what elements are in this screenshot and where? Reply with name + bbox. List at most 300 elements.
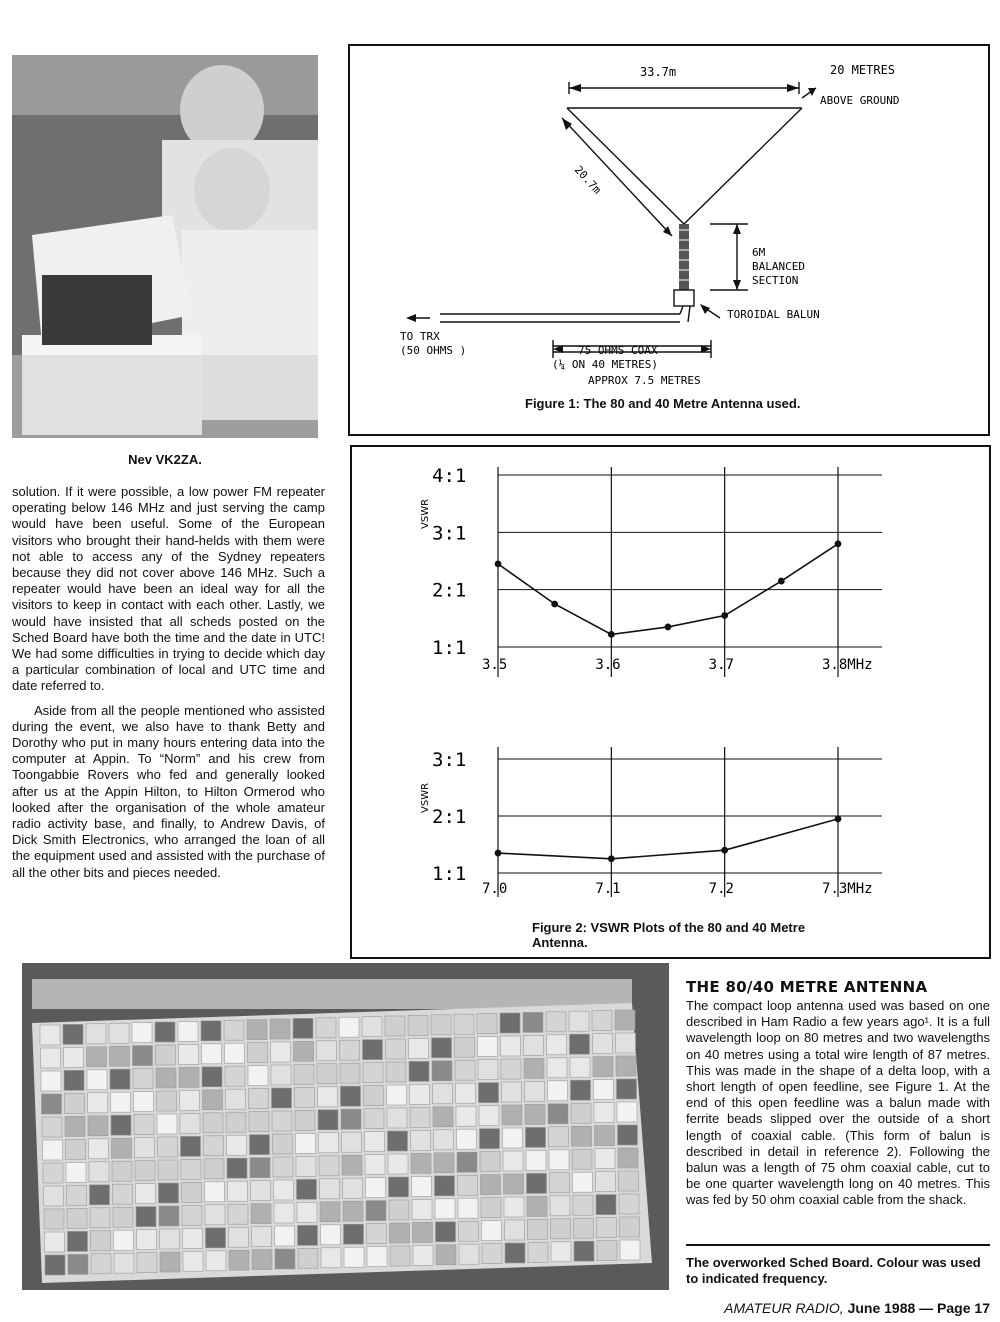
board-card [227, 1158, 247, 1178]
board-card [178, 1021, 198, 1041]
board-card [274, 1203, 294, 1223]
board-card [366, 1201, 386, 1221]
board-card [366, 1178, 386, 1198]
board-card [318, 1110, 338, 1130]
board-card [411, 1130, 431, 1150]
board-card [86, 1024, 106, 1044]
board-card [389, 1200, 409, 1220]
board-card [137, 1230, 157, 1250]
board-card [43, 1163, 63, 1183]
vswr-data-point [721, 847, 728, 854]
board-card [482, 1244, 502, 1264]
balanced-label-2: BALANCED [752, 260, 805, 273]
board-card [183, 1228, 203, 1248]
board-card [205, 1182, 225, 1202]
board-card [363, 1063, 383, 1083]
board-card [571, 1103, 591, 1123]
vswr-series-line [498, 544, 838, 635]
board-card [249, 1112, 269, 1132]
board-card [321, 1248, 341, 1268]
board-card [89, 1139, 109, 1159]
board-card [343, 1178, 363, 1198]
balanced-label-3: SECTION [752, 274, 799, 287]
board-card [481, 1175, 501, 1195]
photo-nev-illustration [12, 55, 318, 438]
board-card [91, 1231, 111, 1251]
figure1-antenna-diagram [350, 46, 988, 434]
board-card [275, 1226, 295, 1246]
board-card [251, 1204, 271, 1224]
board-card [272, 1111, 292, 1131]
board-card [133, 1069, 153, 1089]
board-card [342, 1155, 362, 1175]
board-card [571, 1080, 591, 1100]
board-card [111, 1115, 131, 1135]
vswr-data-point [495, 560, 502, 567]
board-card [412, 1176, 432, 1196]
top-length-label: 33.7m [640, 65, 677, 79]
board-card [527, 1173, 547, 1193]
board-card [272, 1088, 292, 1108]
board-card [617, 1079, 637, 1099]
board-card [320, 1202, 340, 1222]
board-card [574, 1218, 594, 1238]
board-card [482, 1221, 502, 1241]
board-card [228, 1181, 248, 1201]
board-card [389, 1177, 409, 1197]
board-card [252, 1227, 272, 1247]
board-card [501, 1059, 521, 1079]
balun-box [674, 290, 694, 306]
board-card [155, 1022, 175, 1042]
board-card [619, 1194, 639, 1214]
board-card [275, 1249, 295, 1269]
board-card [433, 1084, 453, 1104]
board-card [63, 1024, 83, 1044]
board-card [250, 1158, 270, 1178]
board-card [573, 1172, 593, 1192]
coax-label-1: 75 OHMS COAX [578, 344, 658, 357]
board-card [113, 1207, 133, 1227]
board-card [273, 1157, 293, 1177]
board-card [66, 1162, 86, 1182]
figure2-caption: Figure 2: VSWR Plots of the 80 and 40 Metre Antenna. [532, 920, 806, 950]
board-card [89, 1162, 109, 1182]
board-card [526, 1150, 546, 1170]
board-card [66, 1139, 86, 1159]
board-card [112, 1138, 132, 1158]
x-tick-label: 3.7 [708, 657, 734, 673]
board-card [340, 1063, 360, 1083]
board-card [134, 1115, 154, 1135]
board-card [158, 1160, 178, 1180]
board-card [110, 1046, 130, 1066]
board-card [549, 1127, 569, 1147]
board-card [596, 1172, 616, 1192]
board-card [478, 1060, 498, 1080]
board-card [252, 1250, 272, 1270]
board-card [229, 1250, 249, 1270]
coax-label-3: APPROX 7.5 METRES [588, 374, 701, 387]
board-card [548, 1104, 568, 1124]
board-card [227, 1135, 247, 1155]
y-axis-label: VSWR [420, 498, 431, 529]
board-card [111, 1092, 131, 1112]
board-card [180, 1113, 200, 1133]
vswr-data-point [835, 815, 842, 822]
board-card [294, 1064, 314, 1084]
board-card [592, 1011, 612, 1031]
board-card [225, 1066, 245, 1086]
x-tick-label: 3.5 [482, 657, 508, 673]
board-card [226, 1112, 246, 1132]
board-card [183, 1251, 203, 1271]
board-card [201, 1021, 221, 1041]
board-card [479, 1083, 499, 1103]
board-card [273, 1134, 293, 1154]
board-card [365, 1132, 385, 1152]
board-card [502, 1082, 522, 1102]
board-card [413, 1222, 433, 1242]
board-card [297, 1179, 317, 1199]
board-card [64, 1047, 84, 1067]
board-card [569, 1011, 589, 1031]
board-card [204, 1136, 224, 1156]
board-card [179, 1044, 199, 1064]
board-card [274, 1180, 294, 1200]
board-card [87, 1047, 107, 1067]
board-card [595, 1149, 615, 1169]
board-card [365, 1155, 385, 1175]
board-card [226, 1089, 246, 1109]
board-card [410, 1084, 430, 1104]
board-card [574, 1241, 594, 1261]
board-card [296, 1156, 316, 1176]
board-card [248, 1043, 268, 1063]
photo-nev-vk2za [12, 55, 318, 438]
y-tick-label: 3:1 [432, 749, 467, 771]
board-card [479, 1106, 499, 1126]
x-tick-label: 7.2 [708, 881, 734, 897]
sched-board-illustration [22, 963, 669, 1290]
board-card [409, 1061, 429, 1081]
vswr-data-point [608, 631, 615, 638]
board-card [64, 1070, 84, 1090]
board-card [572, 1149, 592, 1169]
board-card [40, 1025, 60, 1045]
height-label-2: ABOVE GROUND [820, 94, 900, 107]
left-column-text [12, 484, 325, 889]
board-card [386, 1039, 406, 1059]
board-card [43, 1140, 63, 1160]
board-card [573, 1195, 593, 1215]
board-card [181, 1136, 201, 1156]
board-card [319, 1156, 339, 1176]
board-card [480, 1129, 500, 1149]
board-card [44, 1186, 64, 1206]
board-card [595, 1126, 615, 1146]
board-card [436, 1245, 456, 1265]
board-card [68, 1231, 88, 1251]
board-card [433, 1107, 453, 1127]
paragraph: solution. If it were possible, a low power FM repeater operating below 146 MHz and just serving the camp would have been useful. Some of the European visitors who brought their hand-helds with them were not able to access any of the Sydney repeaters because they did not cover above 146 MHz. Such a repeater would have been an ideal way for all the visitors to keep in contact with each other. Lastly, we would have insisted that all scheds posted on the Sched Board have both the time and the date in UTC! We had some difficulties in trying to decide which day a particular combination of local and UTC time and date referred to. [12, 484, 325, 694]
footer-publication: AMATEUR RADIO, [724, 1300, 844, 1316]
y-tick-label: 4:1 [432, 465, 467, 487]
board-card [410, 1107, 430, 1127]
vswr-data-point [778, 578, 785, 585]
board-card [87, 1070, 107, 1090]
board-card [136, 1207, 156, 1227]
y-axis-label: VSWR [420, 782, 431, 813]
board-card [524, 1058, 544, 1078]
board-card [271, 1042, 291, 1062]
board-card [412, 1199, 432, 1219]
board-card [503, 1151, 523, 1171]
board-card [570, 1034, 590, 1054]
board-card [572, 1126, 592, 1146]
board-card [134, 1092, 154, 1112]
board-card [364, 1109, 384, 1129]
balun-label: TOROIDAL BALUN [727, 308, 820, 321]
board-card [45, 1255, 65, 1275]
board-card [528, 1242, 548, 1262]
height-label-1: 20 METRES [830, 63, 896, 77]
y-tick-label: 3:1 [432, 522, 467, 545]
board-card [249, 1089, 269, 1109]
board-card [270, 1019, 290, 1039]
board-card [385, 1016, 405, 1036]
board-card [457, 1129, 477, 1149]
board-card [228, 1204, 248, 1224]
board-card [65, 1116, 85, 1136]
board-card [390, 1223, 410, 1243]
board-card [434, 1130, 454, 1150]
board-card [206, 1251, 226, 1271]
board-card [547, 1035, 567, 1055]
board-card [570, 1057, 590, 1077]
board-card [132, 1023, 152, 1043]
x-tick-label: 3.6 [595, 657, 621, 673]
article-body: The compact loop antenna used was based on one described in Ham Radio a few years ago¹. It is a full wavelength loop on 80 metres and two wavelengths on 40 metres using a total wire length of 87 metres. This was made in the shape of a delta loop, with a short length of open feedline, see Figure 1. At the end of this open feedline was a balun made with ferrite beads slipped over the outside of a short length of coaxial cable. (This form of balun is described in detail in reference 2). Following the balun was a length of 75 ohm coaxial cable, cut to be one quarter wavelength long on 40 metres. This was fed by 50 ohm coaxial cable from the shack. [686, 998, 990, 1208]
board-card [317, 1041, 337, 1061]
caption-divider [686, 1244, 990, 1246]
board-card [114, 1253, 134, 1273]
figure2-vswr-chart [352, 447, 989, 897]
board-card [319, 1133, 339, 1153]
board-card [455, 1060, 475, 1080]
board-card [504, 1197, 524, 1217]
board-card [618, 1125, 638, 1145]
vswr-data-point [835, 540, 842, 547]
board-card [526, 1127, 546, 1147]
y-tick-label: 1:1 [432, 863, 467, 885]
board-card [251, 1181, 271, 1201]
vswr-data-point [495, 850, 502, 857]
board-card [550, 1173, 570, 1193]
photo-sched-board [22, 963, 669, 1290]
board-card [435, 1176, 455, 1196]
board-card [316, 1018, 336, 1038]
board-card [297, 1202, 317, 1222]
board-card [432, 1061, 452, 1081]
board-card [88, 1093, 108, 1113]
board-card [616, 1056, 636, 1076]
board-card [481, 1198, 501, 1218]
board-card [298, 1248, 318, 1268]
vswr-series-line [498, 819, 838, 859]
board-card [225, 1043, 245, 1063]
board-card [114, 1230, 134, 1250]
board-card [363, 1040, 383, 1060]
board-card [504, 1174, 524, 1194]
x-tick-label: 3.8MHz [822, 657, 873, 673]
board-card [109, 1023, 129, 1043]
board-card [620, 1240, 640, 1260]
board-card [408, 1015, 428, 1035]
vswr-data-point [551, 601, 558, 608]
board-card [619, 1171, 639, 1191]
board-card [341, 1086, 361, 1106]
board-card [247, 1020, 267, 1040]
footer-page: — Page 17 [919, 1300, 990, 1316]
board-card [206, 1228, 226, 1248]
board-card [594, 1080, 614, 1100]
board-card [224, 1020, 244, 1040]
board-card [344, 1224, 364, 1244]
board-card [388, 1154, 408, 1174]
footer-date: June 1988 [847, 1300, 916, 1316]
board-card [596, 1195, 616, 1215]
board-card [523, 1012, 543, 1032]
board-card [202, 1067, 222, 1087]
board-card [455, 1037, 475, 1057]
board-card [501, 1036, 521, 1056]
board-header-strip [32, 979, 632, 1009]
board-card [202, 1044, 222, 1064]
board-card [477, 1014, 497, 1034]
board-card [67, 1185, 87, 1205]
board-card [524, 1035, 544, 1055]
board-card [594, 1103, 614, 1123]
board-card [159, 1206, 179, 1226]
board-card [525, 1104, 545, 1124]
board-card [182, 1182, 202, 1202]
board-card [42, 1117, 62, 1137]
board-card [339, 1017, 359, 1037]
board-card [505, 1243, 525, 1263]
board-card [386, 1062, 406, 1082]
right-wire [684, 108, 802, 224]
board-card [159, 1183, 179, 1203]
paragraph: Aside from all the people mentioned who assisted during the event, we also have to thank Betty and Dorothy who put in many hours entering data into the computer at Appin. To “Norm” and his crew from Toongabbie Rovers who fed and generally looked after us at the Appin Hilton, to Hilton Ormerod who looked after the organisation of the whole amateur radio activity base, and finally, to Andrew Davis, of Dick Smith Electronics, who arranged the loan of all the equipment used and assisted with the purchase of all the other bits and pieces needed. [12, 702, 325, 880]
board-card [413, 1245, 433, 1265]
board-card [156, 1068, 176, 1088]
figure1-caption: Figure 1: The 80 and 40 Metre Antenna used. [525, 396, 801, 411]
board-card [110, 1069, 130, 1089]
board-card [502, 1105, 522, 1125]
figure1-box [348, 44, 990, 436]
board-card [205, 1205, 225, 1225]
trx-label-2: (50 OHMS ) [400, 344, 467, 357]
board-card [203, 1090, 223, 1110]
board-card [298, 1225, 318, 1245]
board-card [342, 1132, 362, 1152]
y-tick-label: 1:1 [432, 637, 467, 659]
board-card [295, 1110, 315, 1130]
board-card [271, 1065, 291, 1085]
photo2-caption: The overworked Sched Board. Colour was used to indicated frequency. [686, 1255, 981, 1286]
board-card [318, 1087, 338, 1107]
board-card [431, 1015, 451, 1035]
board-card [41, 1048, 61, 1068]
board-card [90, 1185, 110, 1205]
board-card [250, 1135, 270, 1155]
board-card [617, 1102, 637, 1122]
board-card [458, 1175, 478, 1195]
board-card [135, 1161, 155, 1181]
board-card [88, 1116, 108, 1136]
board-card [135, 1138, 155, 1158]
side-length-label: 20.7m [571, 163, 604, 197]
board-card [367, 1224, 387, 1244]
board-card [44, 1209, 64, 1229]
board-card [364, 1086, 384, 1106]
board-card [42, 1094, 62, 1114]
board-card [158, 1137, 178, 1157]
board-card [229, 1227, 249, 1247]
board-card [67, 1208, 87, 1228]
board-card [387, 1085, 407, 1105]
board-card [113, 1184, 133, 1204]
x-tick-label: 7.1 [595, 881, 621, 897]
board-card [317, 1064, 337, 1084]
board-card [551, 1219, 571, 1239]
board-card [503, 1128, 523, 1148]
coax-label-2: (¼ ON 40 METRES) [552, 358, 658, 371]
board-card [593, 1034, 613, 1054]
board-card [390, 1246, 410, 1266]
board-card [91, 1254, 111, 1274]
board-card [456, 1106, 476, 1126]
board-card [549, 1150, 569, 1170]
board-card [320, 1179, 340, 1199]
board-card [182, 1205, 202, 1225]
board-card [180, 1090, 200, 1110]
article [686, 978, 990, 1209]
board-card [362, 1017, 382, 1037]
board-card [90, 1208, 110, 1228]
board-card [136, 1184, 156, 1204]
board-card [45, 1232, 65, 1252]
trx-label-1: TO TRX [400, 330, 440, 343]
board-card [112, 1161, 132, 1181]
board-card [615, 1010, 635, 1030]
board-card [616, 1033, 636, 1053]
board-card [459, 1221, 479, 1241]
board-card [181, 1159, 201, 1179]
board-card [505, 1220, 525, 1240]
board-card [548, 1081, 568, 1101]
board-card [551, 1242, 571, 1262]
board-card [547, 1058, 567, 1078]
board-card [387, 1108, 407, 1128]
board-card [133, 1046, 153, 1066]
board-card [296, 1133, 316, 1153]
board-card [157, 1114, 177, 1134]
x-tick-label: 7.0 [482, 881, 508, 897]
board-card [68, 1254, 88, 1274]
board-card [293, 1018, 313, 1038]
